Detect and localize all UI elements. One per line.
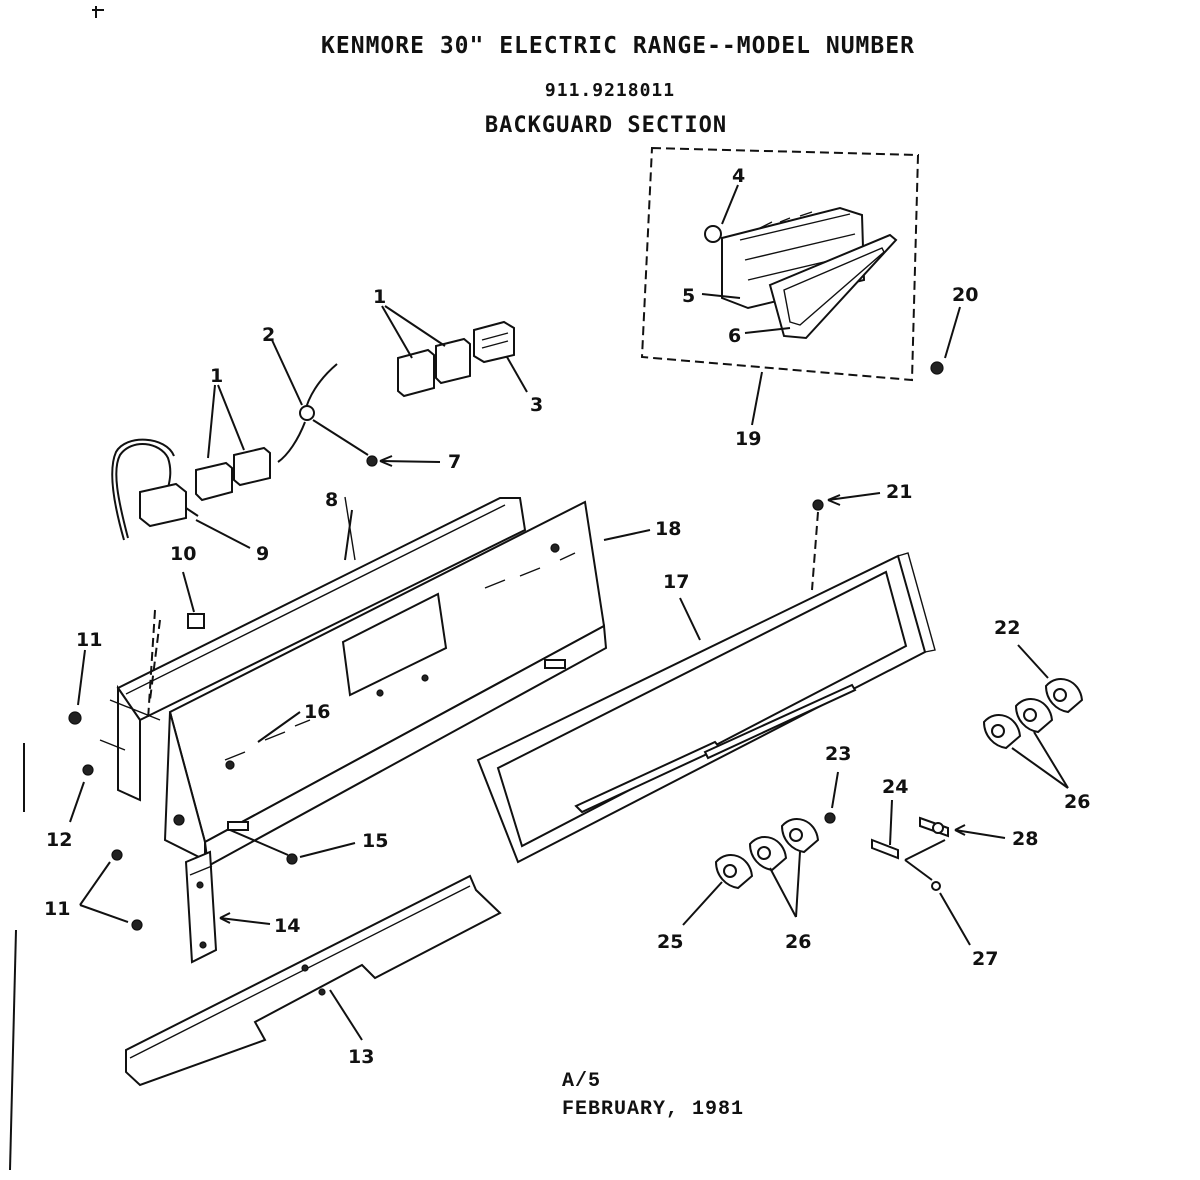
- callout-26: 26: [785, 931, 812, 953]
- callout-11: 11: [76, 629, 103, 651]
- part-20-nut: [931, 307, 960, 374]
- clock-assembly-inset: [642, 148, 918, 380]
- callout-17: 17: [663, 571, 690, 593]
- part-10-clip: [183, 572, 204, 628]
- callout-9: 9: [256, 543, 270, 565]
- callout-3: 3: [530, 394, 544, 416]
- callout-12: 12: [46, 829, 73, 851]
- callout-4: 4: [732, 165, 746, 187]
- diagram-title: KENMORE 30" ELECTRIC RANGE--MODEL NUMBER: [321, 33, 915, 59]
- part-21-screw: [813, 493, 880, 510]
- infinite-switches: [196, 306, 527, 500]
- callout-20: 20: [952, 284, 979, 306]
- part-7-screw: [367, 456, 440, 466]
- callout-11: 11: [44, 898, 71, 920]
- callout-26: 26: [1064, 791, 1091, 813]
- section-title: BACKGUARD SECTION: [484, 113, 728, 138]
- part-9-thermostat: [112, 440, 250, 548]
- callout-15: 15: [362, 830, 389, 852]
- callout-21: 21: [886, 481, 913, 503]
- callout-5: 5: [682, 285, 696, 307]
- callout-22: 22: [994, 617, 1021, 639]
- callout-1: 1: [210, 365, 224, 387]
- callout-16: 16: [304, 701, 331, 723]
- callout-24: 24: [882, 776, 909, 798]
- small-hardware: [825, 772, 1005, 945]
- part-2-indicator-light: [272, 340, 368, 462]
- callout-10: 10: [170, 543, 197, 565]
- callout-6: 6: [728, 325, 742, 347]
- callout-19: 19: [735, 428, 762, 450]
- left-fasteners: [24, 650, 93, 822]
- callout-25: 25: [657, 931, 684, 953]
- leader-19: [752, 372, 762, 425]
- part-13-mounting-rail: [126, 876, 500, 1085]
- callout-2: 2: [262, 324, 276, 346]
- callout-27: 27: [972, 948, 999, 970]
- model-number: 911.9218011: [544, 80, 676, 101]
- drawing-code: A/5: [562, 1070, 602, 1093]
- part-14-bracket: [80, 850, 270, 962]
- callout-28: 28: [1012, 828, 1039, 850]
- scan-mark-top: [92, 6, 104, 18]
- callout-7: 7: [448, 451, 462, 473]
- callout-14: 14: [274, 915, 301, 937]
- scan-mark-left: [10, 930, 16, 1170]
- callout-18: 18: [655, 518, 682, 540]
- callout-8: 8: [325, 489, 339, 511]
- callout-13: 13: [348, 1046, 375, 1068]
- callout-23: 23: [825, 743, 852, 765]
- drawing-date: FEBRUARY, 1981: [562, 1098, 745, 1121]
- callout-1: 1: [373, 286, 387, 308]
